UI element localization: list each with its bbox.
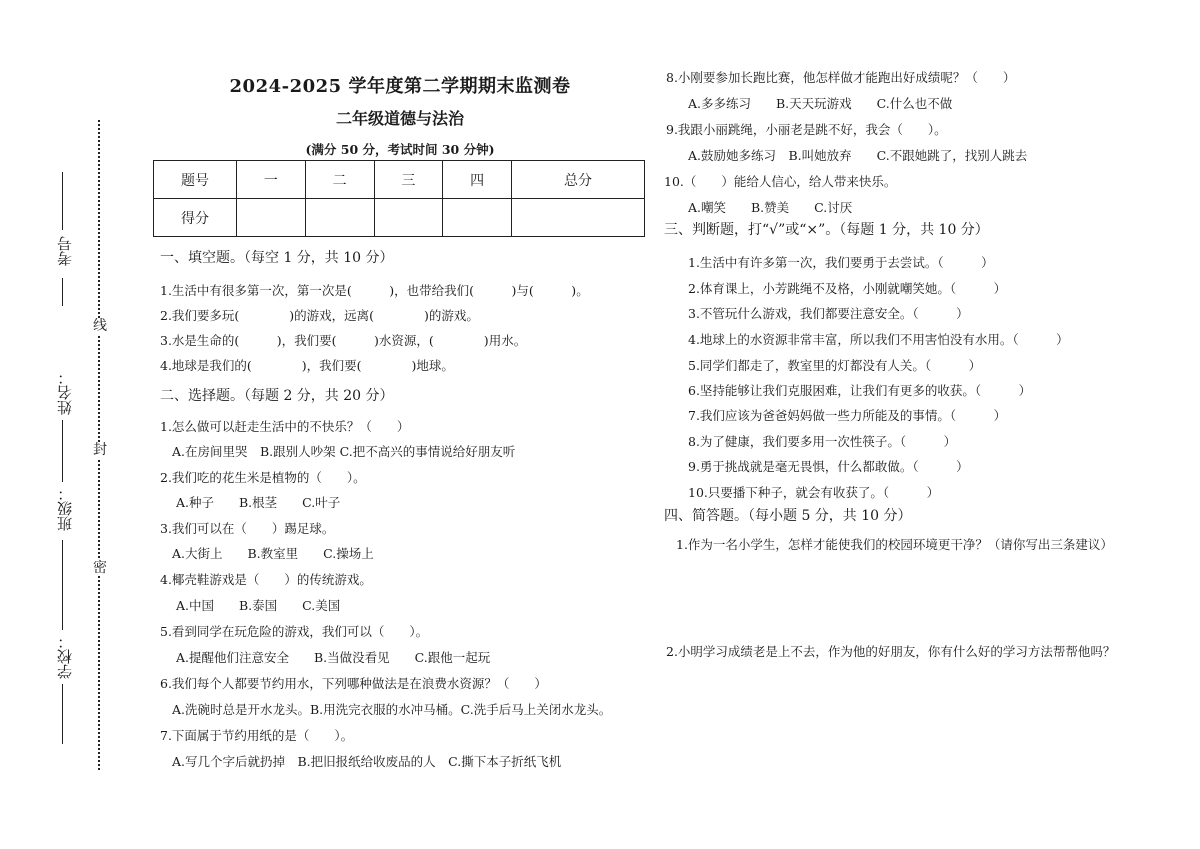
field-line-class[interactable]	[62, 540, 63, 630]
field-label-class: 班级：	[56, 486, 74, 531]
section-heading-short-answer: 四、简答题。（每小题 5 分，共 10 分）	[664, 508, 912, 524]
score-cell[interactable]	[512, 199, 645, 237]
question-item: 5.同学们都走了，教室里的灯都没有人关。（ ）	[688, 358, 982, 373]
score-header-cell: 三	[374, 161, 443, 199]
question-item: 8.小刚要参加长跑比赛，他怎样做才能跑出好成绩呢？（ ）	[666, 70, 1016, 85]
question-item: 7.我们应该为爸爸妈妈做一些力所能及的事情。（ ）	[688, 408, 1007, 423]
score-table-header-row	[154, 161, 645, 199]
score-header-cell: 总分	[512, 161, 645, 199]
section-heading-true-false: 三、判断题，打“√”或“×”。（每题 1 分，共 10 分）	[664, 222, 989, 238]
question-options: A.写几个字后就扔掉 B.把旧报纸给收废品的人 C.撕下本子折纸飞机	[172, 754, 562, 769]
field-label-exam-number: 考号	[56, 236, 74, 266]
question-item: 6.坚持能够让我们克服困难，让我们有更多的收获。（ ）	[688, 383, 1032, 398]
field-line-name[interactable]	[62, 420, 63, 482]
field-label-school: 学校：	[56, 634, 74, 679]
score-table	[153, 160, 645, 237]
question-options: A.在房间里哭 B.跟别人吵架 C.把不高兴的事情说给好朋友听	[172, 444, 516, 459]
binding-mark-line: 线	[93, 318, 107, 334]
question-item: 6.我们每个人都要节约用水，下列哪种做法是在浪费水资源？（ ）	[160, 676, 547, 691]
score-header-cell: 题号	[154, 161, 237, 199]
question-item: 10.（ ）能给人信心，给人带来快乐。	[664, 174, 897, 189]
question-item: 4.椰壳鞋游戏是（ ）的传统游戏。	[160, 572, 372, 587]
field-line-exam-number[interactable]	[62, 172, 63, 230]
question-options: A.多多练习 B.天天玩游戏 C.什么也不做	[688, 96, 953, 111]
exam-note: (满分 50 分，考试时间 30 分钟)	[305, 142, 495, 157]
section-heading-fill-blank: 一、填空题。（每空 1 分，共 10 分）	[160, 250, 394, 266]
score-header-cell: 四	[443, 161, 512, 199]
question-options: A.提醒他们注意安全 B.当做没看见 C.跟他一起玩	[176, 650, 491, 665]
question-item: 4.地球是我们的( )，我们要( )地球。	[160, 358, 454, 373]
question-item: 1.作为一名小学生，怎样才能使我们的校园环境更干净？（请你写出三条建议）	[676, 537, 1113, 552]
section-heading-multiple-choice: 二、选择题。（每题 2 分，共 20 分）	[160, 388, 394, 404]
question-item: 4.地球上的水资源非常丰富，所以我们不用害怕没有水用。（ ）	[688, 332, 1069, 347]
score-table-score-row	[154, 199, 645, 237]
question-item: 2.我们吃的花生米是植物的（ ）。	[160, 470, 366, 485]
score-cell[interactable]	[374, 199, 443, 237]
question-item: 2.我们要多玩( )的游戏，远离( )的游戏。	[160, 308, 479, 323]
question-item: 3.不管玩什么游戏，我们都要注意安全。（ ）	[688, 306, 969, 321]
question-item: 3.水是生命的( )，我们要( )水资源，( )用水。	[160, 333, 527, 348]
field-line-school[interactable]	[62, 684, 63, 744]
question-item: 9.勇于挑战就是毫无畏惧，什么都敢做。（ ）	[688, 459, 969, 474]
field-line-exam-number-2[interactable]	[62, 278, 63, 306]
question-item: 7.下面属于节约用纸的是（ ）。	[160, 728, 354, 743]
score-header-cell: 二	[305, 161, 374, 199]
binding-mark-secret: 密	[93, 560, 107, 576]
score-cell[interactable]	[305, 199, 374, 237]
question-options: A.嘲笑 B.赞美 C.讨厌	[688, 200, 853, 215]
exam-subtitle: 二年级道德与法治	[335, 109, 464, 128]
question-item: 1.生活中有很多第一次，第一次是( )，也带给我们( )与( )。	[160, 283, 589, 298]
score-cell[interactable]	[443, 199, 512, 237]
question-item: 1.怎么做可以赶走生活中的不快乐？（ ）	[160, 419, 410, 434]
question-item: 2.体育课上，小芳跳绳不及格，小刚就嘲笑她。（ ）	[688, 281, 1007, 296]
question-item: 1.生活中有许多第一次，我们要勇于去尝试。（ ）	[688, 255, 994, 270]
question-options: A.中国 B.泰国 C.美国	[176, 598, 341, 613]
score-header-cell: 一	[237, 161, 306, 199]
question-options: A.鼓励她多练习 B.叫她放弃 C.不跟她跳了，找别人跳去	[688, 148, 1028, 163]
field-label-name: 姓名：	[56, 370, 74, 415]
question-item: 9.我跟小丽跳绳，小丽老是跳不好，我会（ ）。	[666, 122, 947, 137]
score-row-label: 得分	[154, 199, 237, 237]
question-options: A.洗碗时总是开水龙头。B.用洗完衣服的水冲马桶。C.洗手后马上关闭水龙头。	[172, 702, 612, 717]
question-options: A.种子 B.根茎 C.叶子	[176, 495, 341, 510]
question-item: 3.我们可以在（ ）踢足球。	[160, 521, 335, 536]
score-cell[interactable]	[237, 199, 306, 237]
question-item: 2.小明学习成绩老是上不去，作为他的好朋友，你有什么好的学习方法帮帮他吗？	[666, 644, 1116, 659]
question-item: 5.看到同学在玩危险的游戏，我们可以（ ）。	[160, 624, 429, 639]
question-item: 10.只要播下种子，就会有收获了。（ ）	[688, 485, 940, 500]
exam-title: 2024-2025 学年度第二学期期末监测卷	[229, 76, 571, 97]
question-item: 8.为了健康，我们要多用一次性筷子。（ ）	[688, 434, 957, 449]
binding-mark-seal: 封	[93, 442, 107, 458]
question-options: A.大街上 B.教室里 C.操场上	[172, 546, 374, 561]
